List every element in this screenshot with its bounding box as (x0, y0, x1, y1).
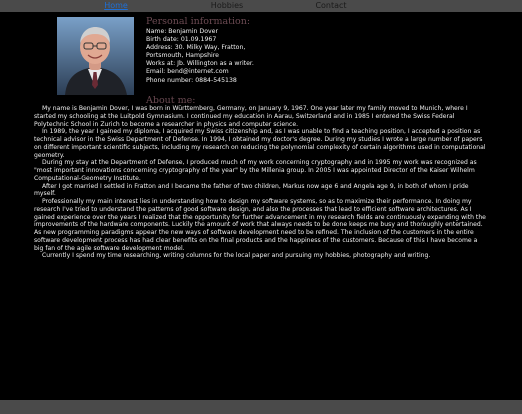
profile-address-line1: Address: 30. Milky Way, Fratton, (146, 44, 246, 52)
portrait-image (57, 17, 134, 95)
personal-info-heading: Personal information: (146, 16, 251, 27)
about-paragraph: During my stay at the Department of Defense, I produced much of my work concerning cryptography and in 1995 my work was recognized as "most important innovations concerning cryptography of the year" by the Millenia group. In 2005 I was appointed Director of the Kaiser Wilhelm Computational-Geometry Institute. (34, 159, 477, 182)
profile-work: Works at: Jb. Willington as a writer. (146, 60, 254, 68)
profile-photo (57, 17, 134, 95)
top-navigation (0, 0, 522, 12)
profile-birth-date: Birth date: 01.09.1967 (146, 36, 217, 44)
tab-home[interactable]: Home (104, 1, 128, 10)
about-paragraph: In 1989, the year I gained my diploma, I acquired my Swiss citizenship and, as I was unable to find a teaching position, I accepted a position as technical advisor in the Swiss Department of Defense. In 1994, I obtained my doctor's degree. During my studies I wrote a large number of papers on different important scientific subjects, including my research on reducing the polynomial complexity of certain algorithms used in computational geometry. (34, 128, 486, 159)
tab-contact[interactable]: Contact (315, 1, 347, 10)
about-paragraph: Currently I spend my time researching, writing columns for the local paper and pursuing my hobbies, photography and writing. (42, 252, 431, 260)
footer-bar (0, 400, 522, 414)
about-paragraph: Professionally my main interest lies in understanding how to design my software systems, so as to maximize their performance. In doing my research I've tried to understand the patterns of good software design, and also the processes that lead to efficient software architectures. As I gained experience over the years I realized that the opportunity for further advancement in my research fields are continuously expanding with the improvements of the hardware components. Luckily the amount of work that always needs to be done keeps me busy and thoroughly entertained. As new programming paradigms appear the new ways of software development need to be refined. The inclusion of the customers in the entire software development process has had clear benefits on the final products and the happiness of the customers. Because of this I have become a big fan of the agile software development model. (34, 198, 486, 252)
about-paragraph: After I got married I settled in Fratton and I became the father of two children, Markus now age 6 and Angela age 9, in both of whom I pride myself. (34, 182, 469, 198)
profile-name: Name: Benjamin Dover (146, 28, 218, 35)
profile-address-line2: Portsmouth, Hampshire (146, 52, 219, 60)
tab-hobbies[interactable]: Hobbies (210, 1, 244, 10)
profile-phone: Phone number: 0884-545138 (146, 76, 237, 84)
about-paragraph: My name is Benjamin Dover, I was born in Württemberg, Germany, on January 9, 1967. One year later my family moved to Munich, where I started my schooling at the Luitpold Gymnasium. I continued my education in Aarau, Switzerland and in 1985 I entered the Swiss Federal Polytechnic School in Zurich to become a researcher in physics and computer science. (34, 105, 468, 128)
profile-email: Email: bend@internet.com (146, 68, 229, 76)
personal-info (146, 28, 254, 85)
about-heading: About me: (146, 95, 196, 106)
about-text (34, 105, 486, 260)
